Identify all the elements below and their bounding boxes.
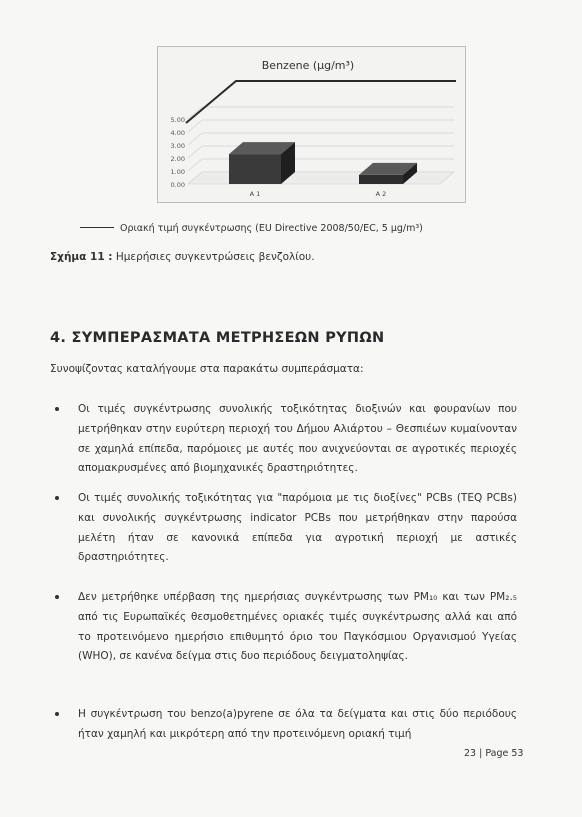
bullet-dot [55, 595, 59, 599]
page-number: 23 | Page 53 [464, 748, 524, 759]
y-tick-label: 5.00 [170, 116, 185, 124]
gridline-side [188, 159, 202, 171]
x-tick-label: A 2 [375, 190, 387, 198]
x-tick-label: A 1 [249, 190, 261, 198]
chart-legend [80, 223, 423, 234]
list-item-text: Οι τιμές συγκέντρωσης συνολικής τοξικότητας διοξινών και φουρανίων που μετρήθηκαν στην ευρύτερη περιοχή του Δήμου Αλιάρτου – Θεσπιέων κυμαίνονταν σε χαμηλά επίπεδα, παρόμοιες με αυτές που ανιχνεύονται σε αγροτικές περιοχές απομακρυσμένες από βιομηχανικές δραστηριότητες. [78, 403, 517, 475]
figure-caption [50, 251, 315, 263]
section-intro: Συνοψίζοντας καταλήγουμε στα παρακάτω συμπεράσματα: [50, 363, 364, 375]
gridline-side [188, 107, 202, 119]
gridline-side [188, 120, 202, 132]
bullet-dot [55, 407, 59, 411]
bar-a1 [229, 142, 295, 184]
list-item-text: Οι τιμές συνολικής τοξικότητας για "παρόμοια με τις διοξίνες" PCBs (TEQ PCBs) και συνολικής συγκέντρωσης indicator PCBs που μετρήθηκαν στην παρούσα μελέτη ήταν σε κανονικά επίπεδα για αγροτική περιοχή με αστικές δραστηριότητες. [78, 492, 517, 564]
chart-title: Benzene (μg/m³) [261, 59, 355, 72]
legend-text: Οριακή τιμή συγκέντρωσης (EU Directive 2008/50/EC, 5 μg/m³) [120, 223, 423, 234]
gridline-side [188, 146, 202, 158]
y-tick-label: 2.00 [170, 155, 185, 163]
section-heading: 4. ΣΥΜΠΕΡΑΣΜΑΤΑ ΜΕΤΡΗΣΕΩΝ ΡΥΠΩΝ [50, 330, 385, 346]
y-tick-label: 1.00 [170, 168, 185, 176]
y-tick-label: 3.00 [170, 142, 185, 150]
gridline-side [188, 133, 202, 145]
limit-line [186, 81, 456, 123]
limit-line-swatch [80, 227, 114, 228]
y-tick-label: 0.00 [170, 181, 185, 189]
caption-text: Ημερήσιες συγκεντρώσεις βενζολίου. [115, 251, 315, 263]
bar-front [229, 154, 281, 184]
bar-front [359, 175, 403, 184]
chart-canvas [158, 47, 465, 202]
benzene-chart [157, 46, 466, 203]
y-tick-label: 4.00 [170, 129, 185, 137]
list-item-text: Η συγκέντρωση του benzo(a)pyrene σε όλα τα δείγματα και στις δύο περιόδους ήταν χαμηλή και μικρότερη από την προτεινόμενη οριακή τιμή [78, 708, 517, 740]
list-item-text: Δεν μετρήθηκε υπέρβαση της ημερήσιας συγκέντρωσης των PM₁₀ και των PM₂.₅ από τις Ευρωπαϊκές θεσμοθετημένες οριακές τιμές συγκέντρωσης αλλά και από το προτεινόμενο ημερήσιο επιθυμητό όριο του Παγκόσμιου Οργανισμού Υγείας (WHO), σε κανένα δείγμα στις δυο περιόδους δειγματοληψίας. [78, 591, 517, 663]
caption-label: Σχήμα 11 : [50, 251, 113, 263]
bullet-dot [55, 496, 59, 500]
bullet-dot [55, 712, 59, 716]
